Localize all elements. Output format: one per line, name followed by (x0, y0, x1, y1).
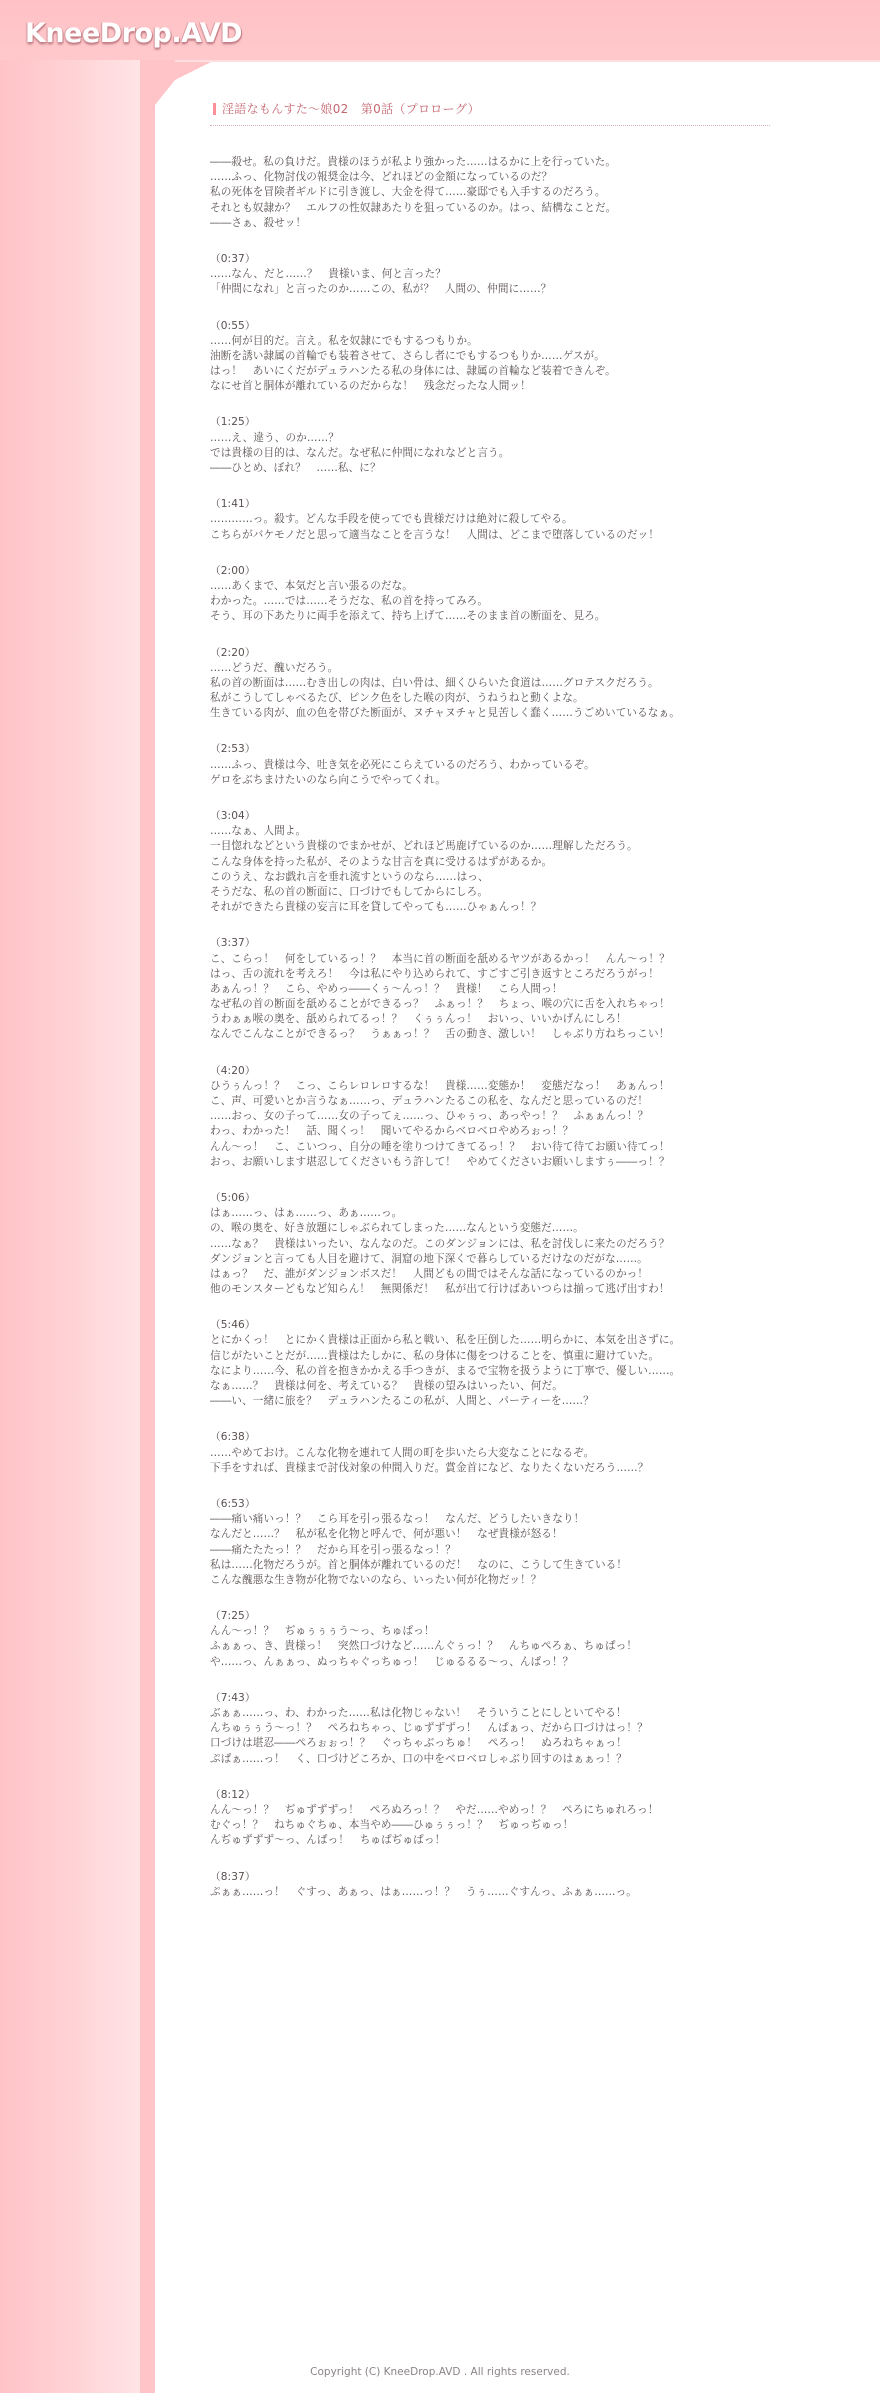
story-paragraph (210, 1788, 770, 1849)
story-line: おっ、お願いします堪忍してくださいもう許して！ やめてくださいお願いしますぅ――っ！？ (210, 1155, 670, 1168)
story-line: ――さぁ、殺せッ！ (210, 216, 307, 229)
story-line: （1:41） (210, 498, 256, 511)
story-line: （1:25） (210, 416, 256, 429)
story-line: ……ふっ、貴様は今、吐き気を必死にこらえているのだろう、わかっているぞ。 (210, 758, 595, 771)
story-line: そう、耳の下あたりに両手を添えて、持ち上げて……そのまま首の断面を、見ろ。 (210, 610, 606, 623)
story-paragraph (210, 1318, 770, 1409)
story-line: 油断を誘い隷属の首輪でも装着させて、さらし者にでもするつもりか……ゲスが。 (210, 349, 605, 362)
story-line: んん～っ！ こ、こいつっ、自分の唾を塗りつけてきてるっ！？ おい待て待てお願い待てっ！ (210, 1140, 670, 1153)
story-line: はっ！ あいにくだがデュラハンたる私の身体には、隷属の首輪など装着できんぞ。 (210, 365, 616, 378)
story-paragraph (210, 564, 770, 625)
story-paragraph (210, 742, 770, 788)
story-line: それができたら貴様の妄言に耳を貸してやっても……ひゃぁんっ！？ (210, 901, 542, 914)
story-line: ひうぅんっ！？ こっ、こらレロレロするな！ 貴様……変態か！ 変態だなっ！ あぁんっ！ (210, 1079, 670, 1092)
story-line: なにせ首と胴体が離れているのだからな！ 残念だったな人間ッ！ (210, 380, 531, 393)
story-paragraph (210, 155, 770, 231)
story-line: では貴様の目的は、なんだ。なぜ私に仲間になれなどと言う。 (210, 446, 510, 459)
story-line: （2:20） (210, 646, 256, 659)
story-line: あぁんっ！？ こら、やめっ――くぅ～んっ！？ 貴様！ こら人間っ！ (210, 982, 563, 995)
story-line: とにかくっ！ とにかく貴様は正面から私と戦い、私を圧倒した……明らかに、本気を出さずに。 (210, 1334, 681, 1347)
story-line: 私の首の断面は……むき出しの肉は、白い骨は、細くひらいた食道は……グロテスクだろう。 (210, 676, 659, 689)
story-line: 下手をすれば、貴様まで討伐対象の仲間入りだ。賞金首になど、なりたくないだろう……？ (210, 1461, 649, 1474)
story-paragraph (210, 252, 770, 298)
story-line: ダンジョンと言っても人目を避けて、洞窟の地下深くで暮らしているだけなのだがな……。 (210, 1252, 648, 1265)
story-line: こんな身体を持った私が、そのような甘言を真に受けるはずがあるか。 (210, 855, 553, 868)
title-divider (210, 125, 770, 127)
story-line: （4:20） (210, 1064, 256, 1077)
story-line: ぷぁぁ……っ！ ぐすっ、あぁっ、はぁ……っ！？ うぅ……ぐすんっ、ふぁぁ……っ。 (210, 1885, 638, 1898)
site-logo[interactable]: KneeDrop.AVD (25, 18, 243, 49)
story-line: わかった。……では……そうだな、私の首を持ってみろ。 (210, 595, 489, 608)
story-line: （7:43） (210, 1691, 256, 1704)
story-line: 生きている肉が、血の色を帯びた断面が、ヌチャヌチャと見苦しく蠢く……うごめいているなぁ。 (210, 707, 680, 720)
story-line: こ、こらっ！ 何をしているっ！？ 本当に首の断面を舐めるヤツがあるかっ！ んん～っ！？ (210, 952, 670, 965)
story-line: …………っ。殺す。どんな手段を使ってでも貴様だけは絶対に殺してやる。 (210, 513, 573, 526)
story-line: なんだと……？ 私が私を化物と呼んで、何が悪い！ なぜ貴様が怒る！ (210, 1528, 563, 1541)
story-paragraph (210, 646, 770, 722)
story-line: 私は……化物だろうが。首と胴体が離れているのだ！ なのに、こうして生きている！ (210, 1558, 628, 1571)
story-line: （0:37） (210, 252, 256, 265)
story-paragraph (210, 497, 770, 543)
story-line: （8:37） (210, 1870, 256, 1883)
story-line: はぁ……っ、はぁ……っ、あぁ……っ。 (210, 1207, 403, 1220)
story-line: ……なぁ、人間よ。 (210, 825, 307, 838)
copyright-footer: Copyright (C) KneeDrop.AVD . All rights reserved. (310, 2366, 570, 2378)
panel-top-edge (175, 60, 880, 62)
story-paragraph (210, 1870, 770, 1900)
story-line: ……ふっ、化物討伐の報奨金は今、どれほどの金額になっているのだ？ (210, 171, 553, 184)
story-line: ゲロをぶちまけたいのなら向こうでやってくれ。 (210, 773, 446, 786)
story-line: んん～っ！？ ぢゅずずずっ！ ぺろぬろっ！？ やだ……やめっ！？ ぺろにちゅれろっ！ (210, 1803, 659, 1816)
story-line: 口づけは堪忍――ぺろぉぉっ！？ ぐっちゃぶっちゅ！ ぺろっ！ ぬろねちゃぁっ！ (210, 1737, 627, 1750)
story-line: なぁ……？ 貴様は何を、考えている？ 貴様の望みはいったい、何だ。 (210, 1380, 563, 1392)
story-line: 私の死体を冒険者ギルドに引き渡し、大金を得て……豪邸でも入手するのだろう。 (210, 186, 606, 199)
story-line: なぜ私の首の断面を舐めることができるっ？ ふぁっ！？ ちょっ、喉の穴に舌を入れちゃっ！ (210, 998, 670, 1011)
story-line: はぁっ？ だ、誰がダンジョンボスだ！ 人間どもの間ではそんな話になっているのかっ！ (210, 1267, 649, 1280)
title-marker (213, 103, 216, 115)
story-line: や……っ、んぁぁっ、ぬっちゃぐっちゅっ！ じゅるるる～っ、んぱっ！？ (210, 1655, 574, 1668)
story-line: こ、声、可愛いとか言うなぁ……っ、デュラハンたるこの私を、なんだと思っているのだ！ (210, 1095, 649, 1107)
story-line: 他のモンスターどもなど知らん！ 無関係だ！ 私が出て行けばあいつらは揃って逃げ出すわ！ (210, 1283, 670, 1296)
story-line: （3:04） (210, 810, 256, 822)
story-line: むぐっ！？ ねちゅぐちゅ、本当やめ――ひゅぅぅっ！？ ぢゅっぢゅっ！ (210, 1819, 574, 1832)
story-paragraph (210, 1497, 770, 1588)
story-line: ぷぱぁ……っ！ く、口づけどころか、口の中をベロベロしゃぶり回すのはぁぁっ！？ (210, 1752, 627, 1765)
story-line: ふぁぁっ、き、貴様っ！ 突然口づけなど……んぐぅっ！？ んちゅぺろぁ、ちゅぱっ！ (210, 1640, 638, 1653)
story-line: なにより……今、私の首を抱きかかえる手つきが、まるで宝物を扱うように丁寧で、優しい……。 (210, 1364, 681, 1377)
story-line: それとも奴隷か？ エルフの性奴隷あたりを狙っているのか。はっ、結構なことだ。 (210, 201, 617, 214)
story-paragraph (210, 1691, 770, 1767)
story-line: （3:37） (210, 937, 256, 950)
story-line: 私がこうしてしゃべるたび、ピンク色をした喉の肉が、うねうねと動くよな。 (210, 692, 584, 705)
story-line: 信じがたいことだが……貴様はたしかに、私の身体に傷をつけることを、慎重に避けていた。 (210, 1349, 660, 1362)
story-line: んちゅぅぅう～っ！？ ぺろねちゃっ、じゅずずずっ！ んぱぁっ、だから口づけはっ！？ (210, 1722, 648, 1735)
story-paragraph (210, 1609, 770, 1670)
story-line: ……え、違う、のか……？ (210, 431, 339, 444)
story-line: 「仲間になれ」と言ったのか……この、私が？ 人間の、仲間に……？ (210, 283, 552, 296)
story-line: そうだな、私の首の断面に、口づけでもしてからにしろ。 (210, 885, 489, 898)
story-line: （6:38） (210, 1431, 256, 1444)
story-line: の、喉の奥を、好き放題にしゃぶられてしまった……なんという変態だ……。 (210, 1222, 584, 1235)
story-paragraph (210, 319, 770, 395)
article-body (210, 155, 770, 1921)
story-line: わっ、わかった！ 話、聞くっ！ 聞いてやるからベロベロやめろぉっ！？ (210, 1125, 574, 1138)
story-line: ……何が目的だ。言え。私を奴隷にでもするつもりか。 (210, 334, 478, 347)
story-paragraph (210, 936, 770, 1042)
story-line: こんな醜悪な生き物が化物でないのなら、いったい何が化物だッ！？ (210, 1573, 542, 1586)
story-line: ……どうだ、醜いだろう。 (210, 661, 339, 674)
story-line: なんでこんなことができるっ？ うぁぁっ！？ 舌の動き、激しい！ しゃぶり方ねちっこい！ (210, 1028, 670, 1041)
story-line: こちらがバケモノだと思って適当なことを言うな！ 人間は、どこまで堕落しているのだッ！ (210, 528, 660, 541)
story-line: ……やめておけ。こんな化物を連れて人間の町を歩いたら大変なことになるぞ。 (210, 1446, 595, 1459)
story-line: ――痛い痛いっ！？ こら耳を引っ張るなっ！ なんだ、どうしたいきなり！ (210, 1513, 585, 1526)
page-title: 淫語なもんすた～娘02 第0話（プロローグ） (222, 102, 480, 116)
story-line: ――ひとめ、ぼれ？ ……私、に？ (210, 462, 381, 474)
story-line: はっ、舌の流れを考えろ！ 今は私にやり込められて、すごすご引き返すところだろうがっ！ (210, 967, 659, 980)
story-paragraph (210, 415, 770, 476)
story-paragraph (210, 1430, 770, 1476)
background-side-band (0, 0, 140, 2393)
story-line: んぢゅずずず～っ、んぱっ！ ちゅぱぢゅぱっ！ (210, 1834, 446, 1847)
story-paragraph (210, 1064, 770, 1170)
story-line: 一目惚れなどという貴様のでまかせが、どれほど馬鹿げているのか……理解しただろう。 (210, 840, 638, 853)
story-line: うわぁぁ喉の奥を、舐められてるっ！？ くぅぅんっ！ おいっ、いいかげんにしろ！ (210, 1013, 627, 1026)
story-line: このうえ、なお戯れ言を垂れ流すというのなら……はっ、 (210, 870, 489, 883)
story-line: （7:25） (210, 1610, 256, 1623)
story-line: （6:53） (210, 1497, 256, 1510)
story-paragraph (210, 1191, 770, 1297)
story-line: （2:53） (210, 743, 256, 756)
story-line: ……おっ、女の子って……女の子ってぇ……っ、ひゃぅっ、あっやっ！？ ふぁぁんっ！？ (210, 1110, 649, 1123)
story-line: （8:12） (210, 1788, 256, 1801)
story-line: ……あくまで、本気だと言い張るのだな。 (210, 579, 413, 592)
story-line: ――殺せ。私の負けだ。貴様のほうが私より強かった……はるかに上を行っていた。 (210, 156, 617, 168)
story-line: （5:46） (210, 1319, 256, 1332)
story-line: ――痛たたたっ！？ だから耳を引っ張るなっ！？ (210, 1543, 456, 1556)
story-line: （2:00） (210, 564, 256, 577)
story-line: （5:06） (210, 1191, 256, 1204)
story-paragraph (210, 809, 770, 915)
story-line: （0:55） (210, 319, 256, 332)
story-line: ぶぁぁ……っ、わ、わかった……私は化物じゃない！ そういうことにしといてやる！ (210, 1707, 627, 1719)
story-line: ……なぁ？ 貴様はいったい、なんなのだ。このダンジョンには、私を討伐しに来たのだろう？ (210, 1237, 670, 1250)
story-line: ――い、一緒に旅を？ デュラハンたるこの私が、人間と、パーティーを……？ (210, 1395, 594, 1408)
story-line: んん～っ！？ ぢゅぅぅぅう～っ、ちゅぱっ！ (210, 1625, 435, 1638)
story-line: ……なん、だと……？ 貴様いま、何と言った？ (210, 268, 446, 281)
